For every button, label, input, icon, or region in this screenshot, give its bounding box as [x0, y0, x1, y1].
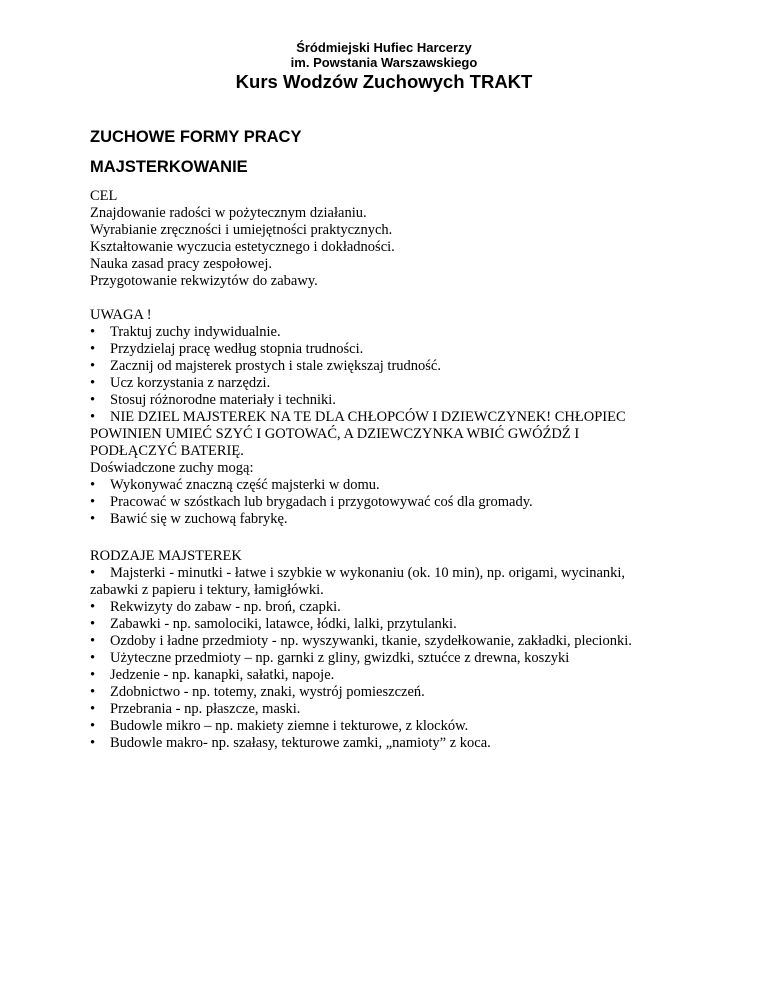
list-item-text: Ozdoby i ładne przedmioty - np. wyszywanki, tkanie, szydełkowanie, zakładki, plecionki.	[110, 633, 632, 649]
bullet-icon: •	[90, 650, 96, 666]
experienced-section	[90, 460, 690, 528]
list-item-text: Budowle makro- np. szałasy, tekturowe zamki, „namioty” z koca.	[110, 735, 491, 751]
list-item-text: Zacznij od majsterek prostych i stale zwiększaj trudność.	[110, 358, 441, 374]
list-item-text: Użyteczne przedmioty – np. garnki z gliny, gwizdki, sztućce z drewna, koszyki	[110, 650, 570, 666]
list-item	[90, 701, 690, 718]
warning-section	[90, 307, 690, 460]
list-item	[90, 511, 690, 528]
experienced-title: Doświadczone zuchy mogą:	[90, 460, 254, 476]
list-item	[90, 375, 690, 392]
list-item-text: Przebrania - np. płaszcze, maski.	[110, 701, 301, 717]
list-item-text: Jedzenie - np. kanapki, sałatki, napoje.	[110, 667, 335, 683]
bullet-icon: •	[90, 358, 96, 374]
list-item-continuation: zabawki z papieru i tektury, łamigłówki.	[90, 582, 324, 598]
list-item-text: Traktuj zuchy indywidualnie.	[110, 324, 281, 340]
list-item	[90, 735, 690, 752]
list-item	[90, 358, 690, 375]
list-item-text: Przydzielaj pracę według stopnia trudności.	[110, 341, 364, 357]
bullet-icon: •	[90, 599, 96, 615]
bullet-icon: •	[90, 684, 96, 700]
organization-name: Śródmiejski Hufiec Harcerzy	[296, 40, 472, 55]
list-item	[90, 616, 690, 633]
list-item	[90, 599, 690, 616]
goal-title: CEL	[90, 188, 118, 204]
goal-line: Kształtowanie wyczucia estetycznego i dokładności.	[90, 239, 395, 255]
list-item-text: Rekwizyty do zabaw - np. broń, czapki.	[110, 599, 341, 615]
bullet-icon: •	[90, 667, 96, 683]
goal-line: Nauka zasad pracy zespołowej.	[90, 256, 272, 272]
list-item-text: Bawić się w zuchową fabrykę.	[110, 511, 288, 527]
bullet-icon: •	[90, 375, 96, 391]
list-item	[90, 633, 690, 650]
bullet-icon: •	[90, 718, 96, 734]
document-header	[0, 40, 768, 93]
list-item-continuation: POWINIEN UMIEĆ SZYĆ I GOTOWAĆ, A DZIEWCZYNKA WBIĆ GWÓŹDŹ I	[90, 426, 580, 442]
bullet-icon: •	[90, 341, 96, 357]
list-item	[90, 341, 690, 358]
list-item-text: Stosuj różnorodne materiały i techniki.	[110, 392, 336, 408]
bullet-icon: •	[90, 565, 96, 581]
list-item-text: Budowle mikro – np. makiety ziemne i tekturowe, z klocków.	[110, 718, 469, 734]
course-title: Kurs Wodzów Zuchowych TRAKT	[235, 71, 533, 92]
list-item	[90, 324, 690, 341]
bullet-icon: •	[90, 633, 96, 649]
goal-line: Znajdowanie radości w pożytecznym działaniu.	[90, 205, 367, 221]
goal-line: Przygotowanie rekwizytów do zabawy.	[90, 273, 318, 289]
list-item-text: Wykonywać znaczną część majsterki w domu.	[110, 477, 380, 493]
types-section	[90, 548, 690, 752]
list-item-continuation: PODŁĄCZYĆ BATERIĘ.	[90, 443, 244, 459]
list-item	[90, 565, 690, 582]
list-item-text: Zdobnictwo - np. totemy, znaki, wystrój pomieszczeń.	[110, 684, 425, 700]
bullet-icon: •	[90, 494, 96, 510]
list-item-text: NIE DZIEL MAJSTEREK NA TE DLA CHŁOPCÓW I DZIEWCZYNEK! CHŁOPIEC	[110, 409, 626, 425]
bullet-icon: •	[90, 409, 96, 425]
warning-title: UWAGA !	[90, 307, 152, 323]
bullet-icon: •	[90, 324, 96, 340]
list-item-text: Zabawki - np. samolociki, latawce, łódki, lalki, przytulanki.	[110, 616, 457, 632]
list-item-text: Pracować w szóstkach lub brygadach i przygotowywać coś dla gromady.	[110, 494, 533, 510]
list-item	[90, 494, 690, 511]
bullet-icon: •	[90, 701, 96, 717]
goal-section	[90, 188, 690, 290]
list-item	[90, 667, 690, 684]
bullet-icon: •	[90, 511, 96, 527]
bullet-icon: •	[90, 477, 96, 493]
list-item	[90, 477, 690, 494]
goal-line: Wyrabianie zręczności i umiejętności praktycznych.	[90, 222, 393, 238]
types-title: RODZAJE MAJSTEREK	[90, 548, 242, 564]
list-item	[90, 718, 690, 735]
list-item-text: Ucz korzystania z narzędzi.	[110, 375, 271, 391]
list-item-text: Majsterki - minutki - łatwe i szybkie w wykonaniu (ok. 10 min), np. origami, wycinanki,	[110, 565, 626, 581]
bullet-icon: •	[90, 392, 96, 408]
section-heading-topic: MAJSTERKOWANIE	[90, 158, 248, 176]
list-item	[90, 392, 690, 409]
list-item	[90, 409, 690, 426]
list-item	[90, 684, 690, 701]
bullet-icon: •	[90, 616, 96, 632]
organization-patron: im. Powstania Warszawskiego	[290, 55, 478, 70]
list-item	[90, 650, 690, 667]
bullet-icon: •	[90, 735, 96, 751]
section-heading-forms: ZUCHOWE FORMY PRACY	[90, 128, 302, 146]
